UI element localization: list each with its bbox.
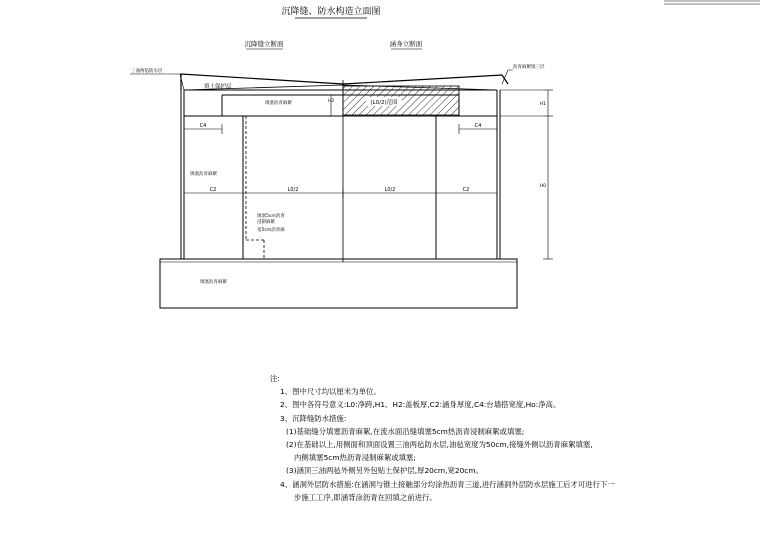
note-line: (2)在基础以上,用侧面和顶面设置三油两毡防水层,油毡宽度为50cm,接缝外侧以沥青麻絮填塞,	[286, 440, 593, 450]
note-line: 3、沉降缝防水措施:	[280, 413, 347, 423]
left-section-title: 沉降缝立断面	[244, 40, 284, 48]
callout-right-label: 沥青麻絮填三层	[513, 65, 545, 70]
dim-l0-left-label: L0/2	[287, 187, 299, 193]
joint-note-2: 浸制麻絮	[257, 220, 275, 225]
dim-c4-right-label: C4	[474, 123, 482, 129]
dim-h1-label: H1	[539, 102, 546, 107]
note-line: 1、图中尺寸均以厘米为单位。	[280, 387, 381, 397]
notes-block	[270, 372, 630, 504]
note-line: 步施工工序,即涵背涂沥青在回填之前进行。	[294, 492, 437, 502]
dim-c2-right-label: C2	[462, 187, 470, 193]
note-line: (1)基础缝分填塞沥青麻絮,在流水面沿缝填塞5cm热沥青浸制麻絮或填塞;	[286, 426, 525, 436]
joint-dashed	[246, 116, 264, 259]
notes-heading: 注:	[270, 374, 280, 383]
right-section-title: 涵身立断面	[389, 40, 423, 48]
callout-left-label: 三油两毡防水层	[131, 69, 163, 74]
hatched-label: (L0/2)范围	[370, 100, 398, 106]
dim-c2-left-label: C2	[209, 187, 217, 193]
note-line: (3)涵顶三油两毡外侧另外包贴土保护层,厚20cm,宽20cm。	[286, 466, 483, 476]
dim-c4-left-label: C4	[199, 123, 207, 129]
base-note-label: 填塞沥青麻絮	[200, 280, 227, 285]
note-line: 内侧填塞5cm热沥青浸制麻絮或填塞;	[294, 453, 416, 463]
joint-note-1: 填塞5cm沥青	[257, 214, 285, 219]
wall-note-label: 填塞沥青麻絮	[190, 172, 217, 177]
dim-h2-label: H2	[328, 99, 335, 104]
fill-material-label: 填塞沥青麻絮	[265, 101, 292, 106]
note-line: 4、涵洞外层防水措施:在涵洞与锥土接触部分均涂热沥青三道,进行涵洞外层防水层施工后才可进行下一	[280, 479, 615, 489]
title-block-lines	[664, 1, 760, 4]
joint-note-3: 宽5cm沥青麻	[257, 228, 285, 233]
drawing-title: 沉降缝、防水构造立面图	[281, 7, 381, 17]
note-line: 2、图中各符号意义:L0:净跨,H1、H2:盖板厚,C2:涵身厚度,C4:台墙搭宽度,Ho:净高。	[280, 400, 561, 410]
dim-h0-label: H0	[539, 184, 546, 189]
dim-l0-right-label: L0/2	[384, 187, 396, 193]
backfill-label: 填土保护层	[204, 84, 232, 90]
